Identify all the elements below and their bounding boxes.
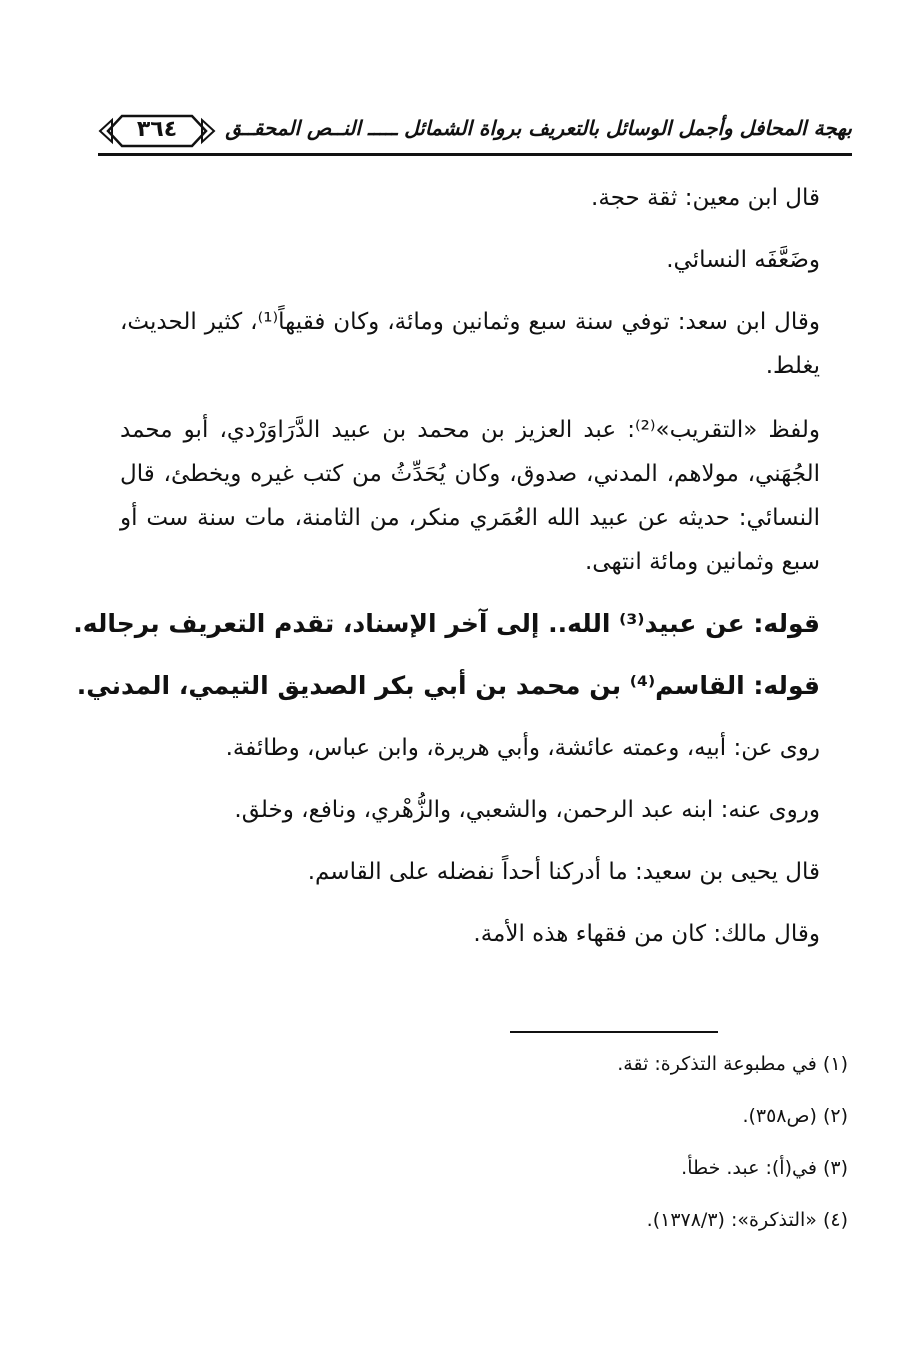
footnote: (١) في مطبوعة التذكرة: ثقة.	[617, 1053, 848, 1075]
main-text	[73, 176, 820, 974]
text-paragraph: ولفظ «التقريب»⁽²⁾: عبد العزيز بن محمد بن عبيد الدَّرَاوَرْدي، أبو محمد الجُهَني، مولاهم، المدني، صدوق، وكان يُحَدِّثُ من كتب غيره ويخطئ، قال النسائي: حديثه عن عبيد الله العُمَري منكر، من الثامنة، مات سنة ست أو سبع وثمانين ومائة انتهى.	[120, 417, 820, 575]
text-line: وقال مالك: كان من فقهاء هذه الأمة.	[473, 921, 820, 947]
footnote-separator	[510, 1031, 718, 1033]
running-title: بهجة المحافل وأجمل الوسائل بالتعريف برواة الشمائل ـــــ النــص المحقــق	[225, 116, 852, 140]
page-header	[98, 112, 852, 152]
text-paragraph: وقال ابن سعد: توفي سنة سبع وثمانين ومائة، وكان فقيهاً⁽¹⁾، كثير الحديث، يغلط.	[120, 309, 820, 379]
page-number-frame	[98, 112, 216, 150]
footnote: (٣) في(أ): عبد. خطأ.	[681, 1157, 848, 1179]
text-line: قال ابن معين: ثقة حجة.	[591, 185, 820, 211]
text-line: قوله: القاسم⁽⁴⁾ بن محمد بن أبي بكر الصديق التيمي، المدني.	[76, 671, 820, 700]
footnote: (٤) «التذكرة»: (١٣٧٨/٣).	[646, 1209, 848, 1231]
text-line: وضَعَّفَه النسائي.	[666, 247, 820, 273]
page-number: ٣٦٤	[136, 117, 178, 142]
text-line: روى عن: أبيه، وعمته عائشة، وأبي هريرة، وابن عباس، وطائفة.	[225, 735, 820, 761]
footnote: (٢) (ص٣٥٨).	[742, 1105, 848, 1127]
text-line: قوله: عن عبيد⁽³⁾ الله.. إلى آخر الإسناد، تقدم التعريف برجاله.	[73, 609, 820, 638]
footnotes	[120, 1048, 848, 1256]
text-line: قال يحيى بن سعيد: ما أدركنا أحداً نفضله على القاسم.	[307, 859, 820, 885]
header-rule	[98, 153, 852, 156]
text-line: وروى عنه: ابنه عبد الرحمن، والشعبي، والزُّهْري، ونافع، وخلق.	[234, 797, 820, 823]
